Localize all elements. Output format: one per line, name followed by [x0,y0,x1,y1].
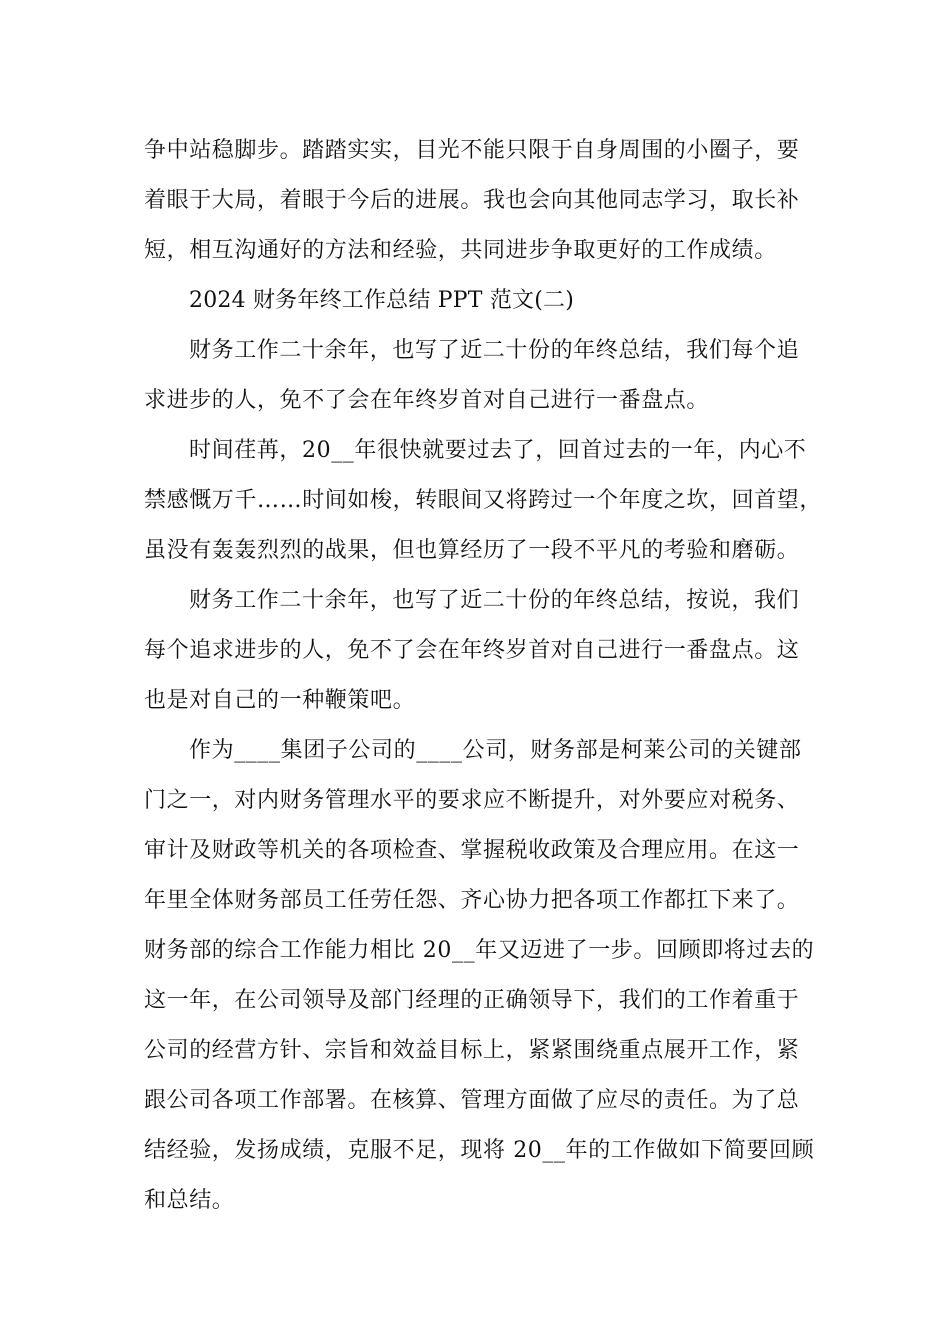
paragraph-line: 作为____集团子公司的____公司，财务部是柯莱公司的关键部 [189,738,802,763]
paragraph-line: 也是对自己的一种鞭策吧。 [144,688,416,713]
paragraph-line: 结经验，发扬成绩，克服不足，现将 20__年的工作做如下简要回顾 [144,1138,815,1163]
paragraph-line: 求进步的人，免不了会在年终岁首对自己进行一番盘点。 [144,388,710,413]
paragraph-line: 禁感慨万千……时间如梭，转眼间又将跨过一个年度之坎，回首望， [144,488,823,513]
paragraph-line: 争中站稳脚步。踏踏实实，目光不能只限于自身周围的小圈子，要 [144,138,800,163]
paragraph-line: 公司的经营方针、宗旨和效益目标上，紧紧围绕重点展开工作，紧 [144,1038,800,1063]
paragraph-line: 每个追求进步的人，免不了会在年终岁首对自己进行一番盘点。这 [144,638,800,663]
paragraph-line: 这一年，在公司领导及部门经理的正确领导下，我们的工作着重于 [144,988,800,1013]
paragraph-line: 短，相互沟通好的方法和经验，共同进步争取更好的工作成绩。 [144,238,777,263]
paragraph-line: 年里全体财务部员工任劳任怨、齐心协力把各项工作都扛下来了。 [144,888,800,913]
paragraph-line: 和总结。 [144,1188,235,1213]
paragraph-line: 着眼于大局，着眼于今后的进展。我也会向其他同志学习，取长补 [144,188,800,213]
paragraph-line: 财务部的综合工作能力相比 20__年又迈进了一步。回顾即将过去的 [144,938,815,963]
paragraph-line: 虽没有轰轰烈烈的战果，但也算经历了一段不平凡的考验和磨砺。 [144,538,800,563]
paragraph-line: 审计及财政等机关的各项检查、掌握税收政策及合理应用。在这一 [144,838,800,863]
paragraph-line: 门之一，对内财务管理水平的要求应不断提升，对外要应对税务、 [144,788,800,813]
paragraph-line: 时间荏苒，20__年很快就要过去了，回首过去的一年，内心不 [189,438,807,463]
paragraph-line: 财务工作二十余年，也写了近二十份的年终总结，我们每个追 [189,338,800,363]
paragraph-line: 财务工作二十余年，也写了近二十份的年终总结，按说，我们 [189,588,800,613]
paragraph-line: 跟公司各项工作部署。在核算、管理方面做了应尽的责任。为了总 [144,1088,800,1113]
section-heading: 2024 财务年终工作总结 PPT 范文(二) [189,288,575,313]
